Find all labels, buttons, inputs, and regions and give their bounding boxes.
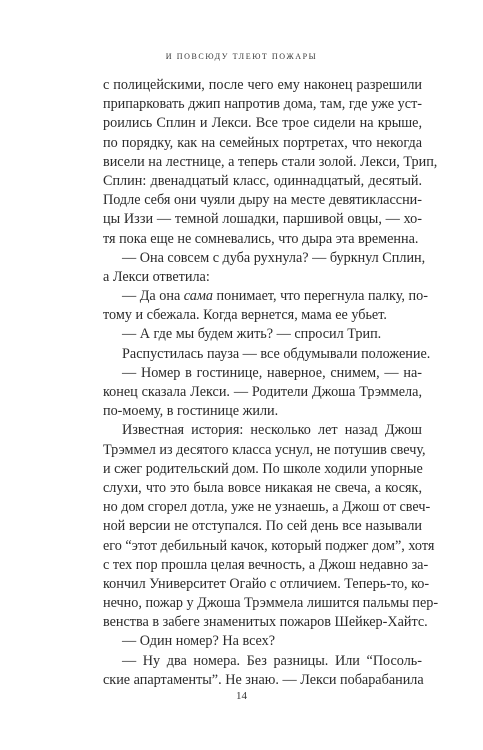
text-line: — Да она сама понимает, что перегнула палку, по- [122,288,428,305]
text-line: венства в забеге знаменитых пожаров Шейкер-Хайтс. [103,614,428,631]
text-line: — Ну два номера. Без разницы. Или “Посоль- [122,652,422,669]
text-line: тому и сбежала. Когда вернется, мама ее убьет. [103,307,387,324]
text-line: слухи, что это была вовсе никакая не свеча, а косяк, [103,479,422,496]
text-line: и сжег родительский дом. По школе ходили упорные [103,460,423,477]
text-line: роились Сплин и Лекси. Все трое сидели на крыше, [103,115,422,132]
text-line: — А где мы будем жить? — спросил Трип. [122,326,382,343]
text-line: по-моему, в гостинице жили. [103,403,279,420]
text-line: — Один номер? На всех? [122,633,276,650]
body-text [103,76,439,690]
text-line: Подле себя они чуяли дыру на месте девятиклассни- [103,192,422,209]
text-line: — Она совсем с дуба рухнула? — буркнул Сплин, [122,249,426,266]
text-line: ские апартаменты”. Не знаю. — Лекси побарабанила [103,671,424,688]
text-line: а Лекси ответила: [103,268,210,285]
text-line: Распустилась пауза — все обдумывали положение. [122,345,431,362]
text-line: цы Иззи — темной лошадки, паршивой овцы, — хо- [103,211,422,228]
text-line: по порядку, как на семейных портретах, что некогда [103,134,422,151]
text-line: Сплин: двенадцатый класс, одиннадцатый, десятый. [103,172,422,189]
text-line: Трэммел из десятого класса уснул, не потушив свечу, [103,441,426,458]
text-line: нечно, пожар у Джоша Трэммела лишится пальмы пер- [103,595,439,612]
text-line: висели на лестнице, а теперь стали золой. Лекси, Трип, [103,153,438,170]
emphasis: сама [183,288,213,305]
text-line: — Номер в гостинице, наверное, снимем, — на- [122,364,422,381]
text-line: но дом сгорел дотла, уже не узнаешь, а Джош от свеч- [103,499,431,516]
text-line: Известная история: несколько лет назад Джош [122,422,422,439]
text-line: с полицейскими, после чего ему наконец разрешили [103,77,422,93]
running-head: И ПОВСЮДУ ТЛЕЮТ ПОЖАРЫ [165,52,318,61]
text-line: конец сказала Лекси. — Родители Джоша Трэммела, [103,384,422,400]
page-number: 14 [236,690,247,702]
text-line: кончил Университет Огайо с отличием. Теперь-то, ко- [103,575,430,592]
text-line: с тех пор прошла целая вечность, а Джош недавно за- [103,556,429,573]
text-line: тя пока еще не сомневались, что дыра эта временна. [103,230,419,247]
text-line: его “этот дебильный качок, который поджег дом”, хотя [103,537,435,554]
text-line: припарковать джип напротив дома, там, где уже уст- [103,96,422,113]
text-line: ной версии не отступался. По сей день все называли [103,518,422,535]
